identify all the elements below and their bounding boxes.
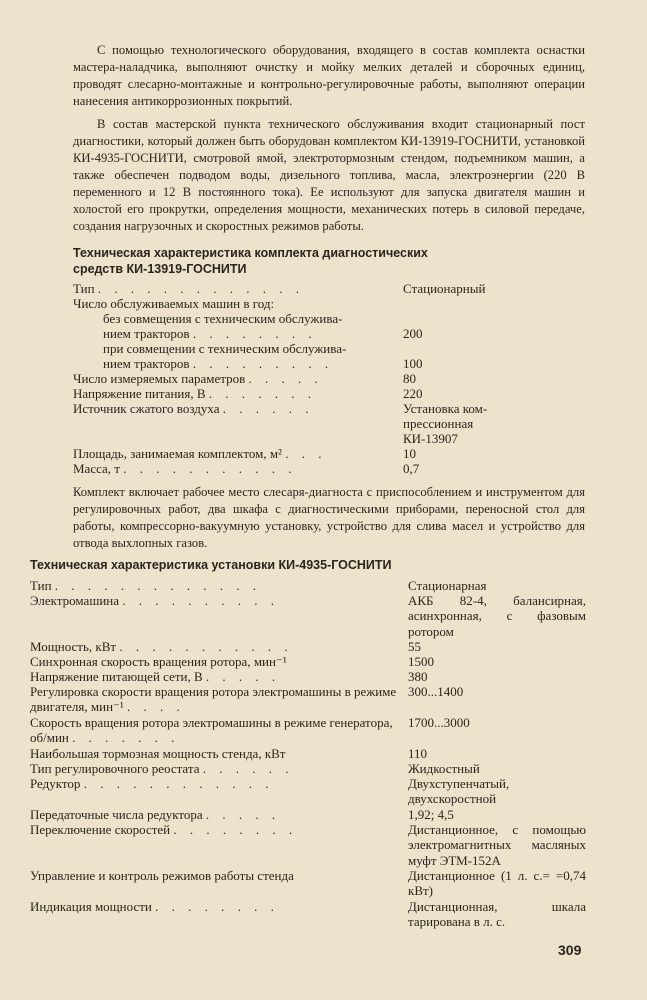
spec-label-text: Тип регулировочного реостата <box>30 761 200 776</box>
spec-label <box>30 761 400 776</box>
spec-label <box>30 807 400 822</box>
leader-dots: . . . . <box>127 699 185 715</box>
leader-dots: . . . <box>285 446 327 461</box>
spec-value: 100 <box>403 356 423 371</box>
spec-row <box>73 371 585 386</box>
spec-row <box>73 341 585 356</box>
spec-row <box>30 715 586 746</box>
leader-dots: . . . . . . . . . . <box>122 593 280 608</box>
spec1-title-line-1: Техническая характеристика комплекта диагностических <box>73 246 428 260</box>
spec-row <box>30 669 586 684</box>
spec-label <box>73 401 398 416</box>
spec-row <box>73 356 585 371</box>
spec-label <box>30 899 400 914</box>
spec-label <box>73 341 428 356</box>
spec-label-text: Число измеряемых параметров <box>73 371 246 386</box>
leader-dots: . . . . . . <box>202 761 294 776</box>
spec-label <box>73 386 398 401</box>
spec-label <box>73 296 398 311</box>
spec-row <box>73 446 585 461</box>
spec-label <box>30 639 400 654</box>
spec-label <box>30 746 400 761</box>
spec-row <box>30 776 586 807</box>
spec-value: Дистанционное (1 л. с.= =0,74 кВт) <box>408 868 586 899</box>
spec1-table <box>73 281 585 476</box>
spec-value: 80 <box>403 371 416 386</box>
leader-dots: . . . . . . . . . . . <box>123 461 297 476</box>
leader-dots: . . . . . <box>248 371 323 386</box>
spec-value: 1,92; 4,5 <box>408 807 454 822</box>
spec-label-text: Наибольшая тормозная мощность стенда, кВт <box>30 746 286 761</box>
spec-label <box>30 822 400 837</box>
leader-dots: . . . . . . . . . <box>192 356 334 371</box>
spec-value: 110 <box>408 746 428 761</box>
spec-row <box>30 807 586 822</box>
spec-row <box>73 311 585 326</box>
spec-label-text: Тип <box>30 578 52 593</box>
spec-row <box>73 386 585 401</box>
spec-value: 55 <box>408 639 421 654</box>
spec-row <box>30 654 586 669</box>
spec2-table <box>30 578 586 930</box>
leader-dots: . . . . . <box>205 807 281 822</box>
spec-value: Дистанционное, с помощью электромагнитных масляных муфт ЭТМ-152А <box>408 822 586 868</box>
leader-dots: . . . . . . . . . . . . . <box>97 281 305 296</box>
spec-label-text: Индикация мощности <box>30 899 152 914</box>
spec-row <box>30 578 586 593</box>
spec-value: 10 <box>403 446 416 461</box>
spec-row <box>30 761 586 776</box>
leader-dots: . . . . . . . . <box>155 899 279 914</box>
spec-label-text: Тип <box>73 281 95 296</box>
spec-label-text: Регулировка скорости вращения ротора электромашины в режиме двигателя, мин⁻¹ <box>30 684 397 715</box>
leader-dots: . . . . . . . . . . . . . <box>54 578 262 593</box>
spec-label-text: Число обслуживаемых машин в год: <box>73 296 275 311</box>
spec-value: Жидкостный <box>408 761 480 776</box>
spec-value: КИ-13907 <box>403 431 458 446</box>
spec-label <box>73 281 398 296</box>
spec-row <box>30 593 586 639</box>
spec-value: Дистанционная, шкала тарирована в л. с. <box>408 899 586 930</box>
mid-paragraph <box>73 484 585 552</box>
spec-row <box>73 401 585 416</box>
spec-value: 1700...3000 <box>408 715 470 730</box>
spec-label-text: нием тракторов <box>103 326 190 341</box>
spec-label-text: при совмещении с техническим обслужива- <box>103 341 347 356</box>
spec-row <box>30 639 586 654</box>
spec-label-text: нием тракторов <box>103 356 190 371</box>
spec-row <box>73 296 585 311</box>
spec-value: Стационарная <box>408 578 487 593</box>
spec-label-text: Источник сжатого воздуха <box>73 401 220 416</box>
spec-label-text: Мощность, кВт <box>30 639 117 654</box>
mid-paragraph-text: Комплект включает рабочее место слесаря-диагноста с приспособлением и инструментом для регулировочных работ, два шкафа с диагностическими приборами, переносной стол для работы, компрессорно-вакуумную установку, устройство для слива масел и устройство для отвода выхлопных газов. <box>73 485 585 550</box>
intro-paragraph-2 <box>73 116 585 235</box>
spec-label-text: Напряжение питания, В <box>73 386 206 401</box>
spec-row <box>73 281 585 296</box>
spec-label <box>73 311 428 326</box>
spec1-title <box>73 245 573 277</box>
spec-row <box>30 822 586 868</box>
spec2-title: Техническая характеристика установки КИ-4935-ГОСНИТИ <box>30 558 392 572</box>
page-number: 309 <box>558 942 582 958</box>
spec-value: 220 <box>403 386 423 401</box>
spec-row <box>73 326 585 341</box>
spec-value: Установка ком- <box>403 401 488 416</box>
spec-label <box>30 654 400 669</box>
spec-value: 380 <box>408 669 428 684</box>
spec-label <box>73 446 398 461</box>
spec-label-text: Напряжение питающей сети, В <box>30 669 203 684</box>
spec-label <box>73 356 428 371</box>
spec-value: Двухступенчатый, двухскоростной <box>408 776 510 807</box>
spec-label-text: Масса, т <box>73 461 120 476</box>
leader-dots: . . . . . . . <box>72 730 180 746</box>
spec-value: АКБ 82-4, балансирная, асинхронная, с фазовым ротором <box>408 593 586 639</box>
leader-dots: . . . . . . . . . . . . <box>83 776 274 791</box>
spec-label <box>30 868 400 883</box>
spec-label <box>30 669 400 684</box>
leader-dots: . . . . . . . . . . . <box>119 639 293 654</box>
intro-paragraph-2-text: В состав мастерской пункта технического обслуживания входит стационарный пост диагностики, который должен быть оборудован комплектом КИ-13919-ГОСНИТИ, установкой КИ-4935-ГОСНИТИ, смотровой ямой, электротормозным стендом, подъемником машин, а также обеспечен подводом воды, дизельного топлива, масла, электроэнергии (220 В переменного и 12 В постоянного тока). Ее используют для запуска двигателя машин и холостой его прокрутки, определения мощности, механических потерь в силовой передаче, создания нагрузочных и скоростных режимов работы. <box>73 117 585 233</box>
spec-label-text: Управление и контроль режимов работы стенда <box>30 868 294 883</box>
spec-row <box>30 684 586 715</box>
spec-label <box>73 326 428 341</box>
leader-dots: . . . . . <box>205 669 281 684</box>
spec-row <box>73 416 585 431</box>
spec-value: 1500 <box>408 654 434 669</box>
spec-value: 300...1400 <box>408 684 464 699</box>
spec-label-text: Скорость вращения ротора электромашины в режиме генератора, об/мин <box>30 715 393 746</box>
spec-label-text: Электромашина <box>30 593 120 608</box>
spec-value: прессионная <box>403 416 474 431</box>
leader-dots: . . . . . . . <box>208 386 317 401</box>
spec-row <box>30 746 586 761</box>
spec-label <box>30 593 400 608</box>
spec-label-text: Передаточные числа редуктора <box>30 807 203 822</box>
spec-row <box>30 868 586 899</box>
leader-dots: . . . . . . <box>222 401 314 416</box>
spec-label-text: без совмещения с техническим обслужива- <box>103 311 343 326</box>
spec-label <box>30 578 400 593</box>
spec-label <box>30 715 400 746</box>
spec-value: Стационарный <box>403 281 486 296</box>
leader-dots: . . . . . . . . <box>192 326 317 341</box>
spec-label-text: Редуктор <box>30 776 81 791</box>
spec-label <box>73 371 398 386</box>
spec-label-text: Переключение скоростей <box>30 822 171 837</box>
spec-label-text: Площадь, занимаемая комплектом, м² <box>73 446 282 461</box>
spec-row <box>30 899 586 930</box>
spec-label <box>73 461 398 476</box>
leader-dots: . . . . . . . . <box>173 822 298 837</box>
intro-paragraph-1-text: С помощью технологического оборудования, входящего в состав комплекта оснастки мастера-наладчика, выполняют очистку и мойку мелких деталей и сборочных единиц, проводят слесарно-монтажные и контрольно-регулировочные работы, выполняют операции нанесения антикоррозионных покрытий. <box>73 43 585 108</box>
intro-paragraph-1 <box>73 42 585 110</box>
spec-label-text: Синхронная скорость вращения ротора, мин⁻¹ <box>30 654 287 669</box>
spec-row <box>73 431 585 446</box>
spec-value: 200 <box>403 326 423 341</box>
spec1-title-line-2: средств КИ-13919-ГОСНИТИ <box>73 262 247 276</box>
spec-label <box>30 776 400 791</box>
spec-label <box>30 684 400 715</box>
spec-value: 0,7 <box>403 461 420 476</box>
spec-row <box>73 461 585 476</box>
